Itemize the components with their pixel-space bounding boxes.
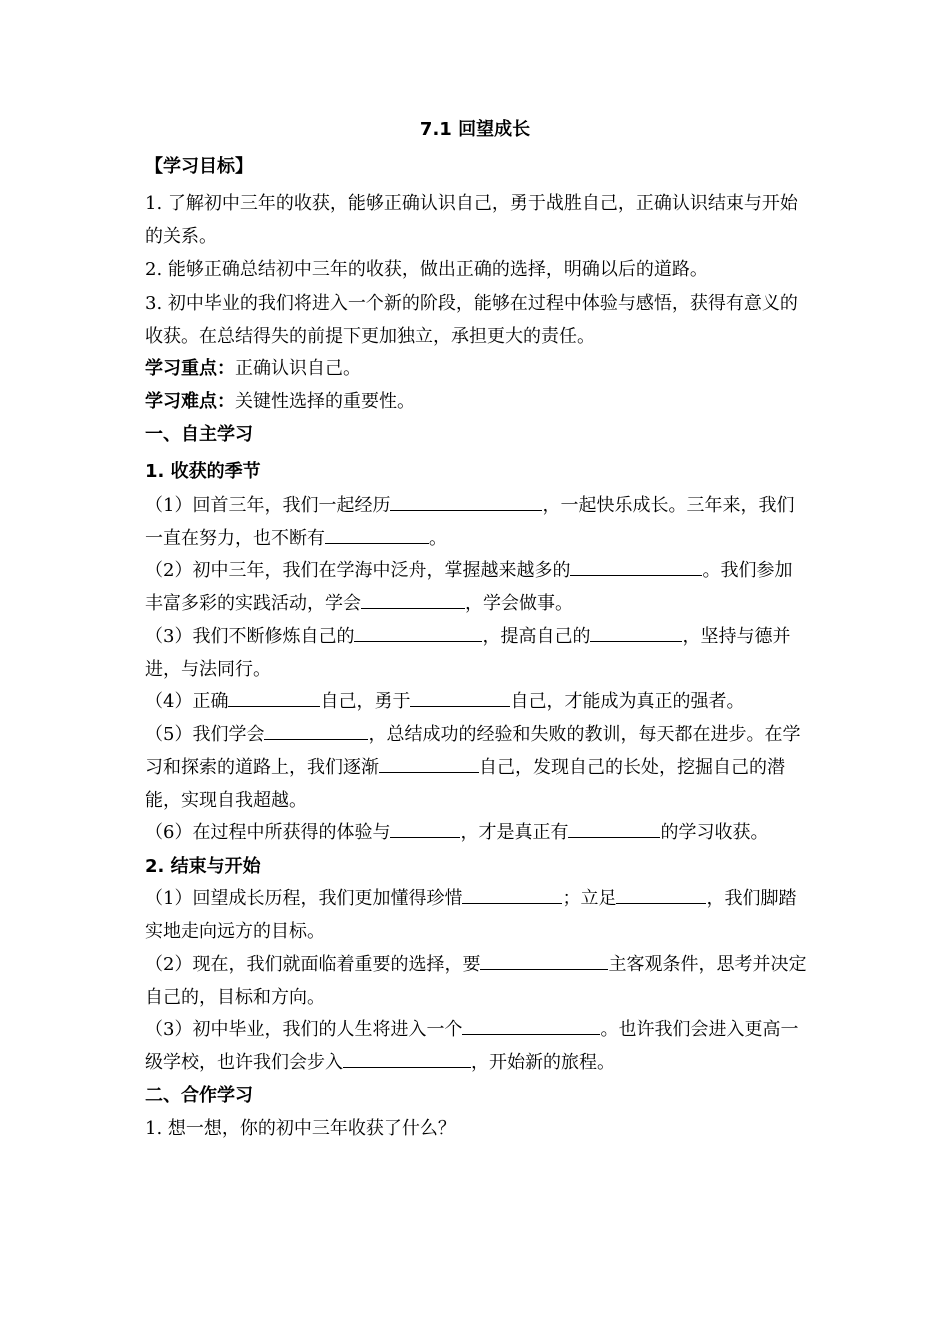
r1-text-a: （1）回望成长历程，我们更加懂得珍惜 (145, 888, 463, 909)
r2-text-b: 主客观条件，思考并决定自己的，目标和方向。 (145, 954, 807, 1008)
q2-text-a: （2）初中三年，我们在学海中泛舟，掌握越来越多的 (145, 560, 571, 581)
r3-text-b: 。也许我们会进入更高一级学校，也许我们会步入 (145, 1019, 799, 1073)
q6-text-c: 的学习收获。 (660, 822, 769, 843)
fill-blank[interactable] (410, 686, 510, 707)
question-2 (145, 554, 810, 620)
objective-3: 3. 初中毕业的我们将进入一个新的阶段，能够在过程中体验与感悟，获得有意义的收获。在总结得失的前提下更加独立，承担更大的责任。 (145, 293, 798, 347)
q4-text-a: （4）正确 (145, 691, 229, 712)
fill-blank[interactable] (480, 949, 608, 970)
difficulty-label: 学习难点： (145, 391, 235, 412)
q4-text-b: 自己，勇于 (320, 691, 411, 712)
fill-blank[interactable] (590, 621, 682, 642)
r3-text-a: （3）初中毕业，我们的人生将进入一个 (145, 1019, 463, 1040)
key-point (145, 352, 810, 385)
objective-1: 1. 了解初中三年的收获，能够正确认识自己，勇于战胜自己，正确认识结束与开始的关系。 (145, 193, 798, 247)
q6-text-a: （6）在过程中所获得的体验与 (145, 822, 391, 843)
fill-blank[interactable] (228, 686, 320, 707)
question-5 (145, 718, 810, 817)
objectives-heading: 【学习目标】 (145, 156, 253, 177)
fill-blank[interactable] (354, 621, 482, 642)
question-r3 (145, 1013, 810, 1079)
fill-blank[interactable] (462, 883, 562, 904)
q3-text-a: （3）我们不断修炼自己的 (145, 626, 355, 647)
fill-blank[interactable] (568, 817, 660, 838)
key-point-label: 学习重点： (145, 358, 235, 379)
section-heading-coop-study: 二、合作学习 (145, 1085, 253, 1106)
subsection-harvest: 1. 收获的季节 (145, 461, 261, 482)
question-1 (145, 489, 810, 555)
fill-blank[interactable] (361, 588, 465, 609)
difficulty-text: 关键性选择的重要性。 (235, 391, 415, 412)
question-6 (145, 816, 810, 849)
q5-text-a: （5）我们学会 (145, 724, 265, 745)
fill-blank[interactable] (379, 752, 479, 773)
question-r2 (145, 948, 810, 1014)
q6-text-b: ，才是真正有 (460, 822, 569, 843)
objective-2: 2. 能够正确总结初中三年的收获，做出正确的选择，明确以后的道路。 (145, 259, 708, 280)
q2-text-c: ，学会做事。 (465, 593, 573, 614)
fill-blank[interactable] (616, 883, 706, 904)
q1-text-c: 。 (429, 528, 447, 549)
r3-text-c: ，开始新的旅程。 (471, 1052, 615, 1073)
q1-text-a: （1）回首三年，我们一起经历 (145, 495, 391, 516)
subsection-end-and-start: 2. 结束与开始 (145, 856, 261, 877)
q5-text-c: 自己，发现自己的长处，挖掘自己的潜能，实现自我超越。 (145, 757, 785, 811)
page-title: 7.1 回望成长 (419, 119, 531, 140)
r1-text-c: ，我们脚踏实地走向远方的目标。 (145, 888, 797, 942)
q3-text-b: ，提高自己的 (482, 626, 591, 647)
question-4 (145, 685, 810, 718)
fill-blank[interactable] (570, 555, 702, 576)
q2-text-b: 。我们参加丰富多彩的实践活动，学会 (145, 560, 793, 614)
key-point-text: 正确认识自己。 (235, 358, 361, 379)
question-3 (145, 620, 810, 686)
question-r1 (145, 882, 810, 948)
fill-blank[interactable] (264, 719, 368, 740)
fill-blank[interactable] (390, 817, 460, 838)
fill-blank[interactable] (325, 523, 429, 544)
q5-text-b: ，总结成功的经验和失败的教训，每天都在进步。在学习和探索的道路上，我们逐渐 (145, 724, 801, 778)
difficulty (145, 385, 810, 418)
section-heading-self-study: 一、自主学习 (145, 424, 253, 445)
fill-blank[interactable] (390, 490, 542, 511)
r2-text-a: （2）现在，我们就面临着重要的选择，要 (145, 954, 481, 975)
coop-question-1: 1. 想一想，你的初中三年收获了什么？ (145, 1118, 456, 1139)
r1-text-b: ；立足 (562, 888, 617, 909)
q4-text-c: 自己，才能成为真正的强者。 (510, 691, 745, 712)
fill-blank[interactable] (343, 1047, 471, 1068)
q1-text-b: ，一起快乐成长。三年来，我们一直在努力，也不断有 (145, 495, 795, 549)
fill-blank[interactable] (462, 1014, 600, 1035)
q3-text-c: ，坚持与德并进，与法同行。 (145, 626, 791, 680)
